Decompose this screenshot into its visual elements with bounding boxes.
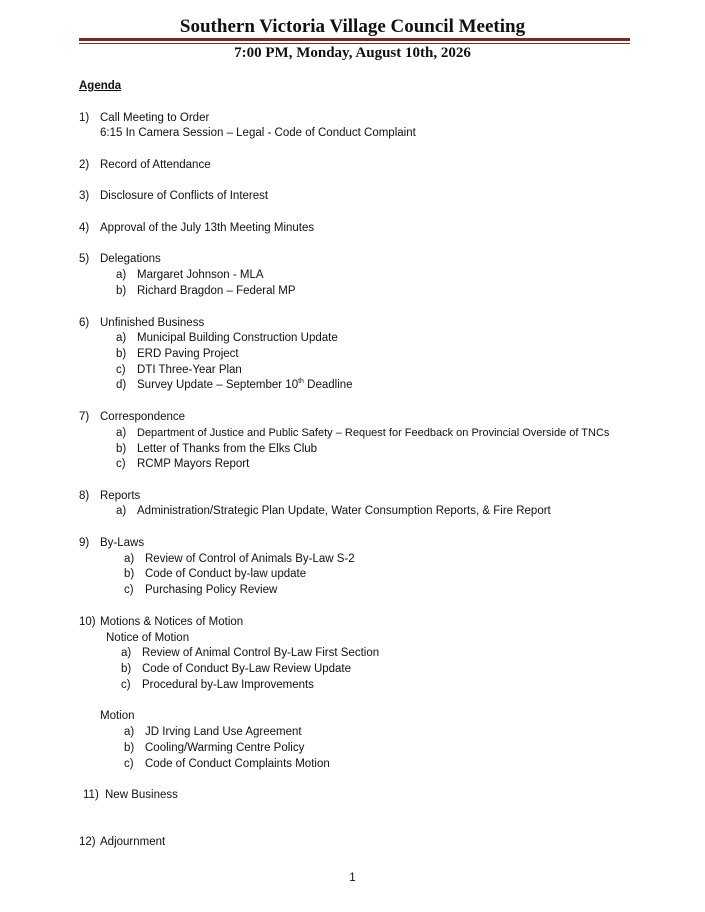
ordinal-suffix: th — [298, 378, 304, 386]
item-number: 2) — [79, 159, 90, 171]
item-number: 7) — [79, 411, 90, 423]
header-rule-thick — [79, 38, 630, 41]
sub-item-letter: c) — [116, 458, 126, 470]
sub-item-text: Code of Conduct by-law update — [145, 568, 307, 580]
sub-item-text: Review of Animal Control By-Law First Section — [142, 647, 380, 659]
sub-item-letter: a) — [124, 726, 135, 738]
item-text: Adjournment — [100, 836, 166, 848]
item-text: Reports — [100, 490, 141, 502]
sub-item-text: Review of Control of Animals By-Law S-2 — [145, 553, 355, 565]
in-camera-note: 6:15 In Camera Session – Legal - Code of Conduct Complaint — [100, 127, 416, 139]
item-number: 9) — [79, 537, 90, 549]
meeting-title: Southern Victoria Village Council Meeting — [179, 16, 526, 37]
item-text: Call Meeting to Order — [100, 112, 210, 124]
sub-item-text: Code of Conduct By-Law Review Update — [142, 663, 352, 675]
item-number: 10) — [79, 616, 96, 628]
sub-item-letter: a) — [116, 505, 127, 517]
item-text: Motions & Notices of Motion — [100, 616, 244, 628]
item-number: 3) — [79, 190, 90, 202]
header-rule-thin — [79, 43, 630, 44]
sub-item-letter: b) — [116, 443, 127, 455]
item-text: Unfinished Business — [100, 317, 205, 329]
sub-item-text: Cooling/Warming Centre Policy — [145, 742, 305, 754]
sub-item-letter: b) — [116, 348, 127, 360]
sub-item-letter: a) — [121, 647, 132, 659]
sub-item-text: RCMP Mayors Report — [137, 458, 250, 470]
notice-of-motion-heading: Notice of Motion — [106, 632, 190, 644]
sub-item-letter: a) — [116, 332, 127, 344]
item-number: 12) — [79, 836, 96, 848]
sub-item-letter: c) — [121, 679, 131, 691]
item-text: Approval of the July 13th Meeting Minutes — [100, 222, 315, 234]
sub-item-letter: c) — [124, 584, 134, 596]
sub-item-text: Margaret Johnson - MLA — [137, 269, 264, 281]
sub-item-text — [137, 378, 353, 392]
page-number: 1 — [349, 872, 356, 884]
sub-item-text: Department of Justice and Public Safety – Request for Feedback on Provincial Overside of TNCs — [137, 427, 610, 439]
sub-item-letter: b) — [116, 285, 127, 297]
item-number: 4) — [79, 222, 90, 234]
sub-item-text: Procedural by-Law Improvements — [142, 679, 314, 691]
item-number: 6) — [79, 317, 90, 329]
sub-item-text: Richard Bragdon – Federal MP — [137, 285, 296, 297]
item-text: Record of Attendance — [100, 159, 211, 171]
survey-text: Survey Update – September 10 — [137, 379, 299, 391]
sub-item-text: DTI Three-Year Plan — [137, 364, 242, 376]
sub-item-text: JD Irving Land Use Agreement — [145, 726, 302, 738]
sub-item-text: Municipal Building Construction Update — [137, 332, 338, 344]
sub-item-letter: b) — [121, 663, 132, 675]
item-number: 5) — [79, 253, 90, 265]
sub-item-text: Code of Conduct Complaints Motion — [145, 758, 330, 770]
agenda-heading: Agenda — [79, 80, 122, 92]
sub-item-letter: a) — [124, 553, 135, 565]
meeting-datetime: 7:00 PM, Monday, August 10th, 2026 — [234, 45, 471, 61]
sub-item-letter: b) — [124, 568, 135, 580]
item-text: Disclosure of Conflicts of Interest — [100, 190, 269, 202]
sub-item-letter: c) — [124, 758, 134, 770]
item-text: Correspondence — [100, 411, 186, 423]
item-number: 1) — [79, 112, 90, 124]
item-text: By-Laws — [100, 537, 145, 549]
sub-item-text: Purchasing Policy Review — [145, 584, 278, 596]
sub-item-letter: d) — [116, 379, 127, 391]
item-text: New Business — [105, 789, 178, 801]
sub-item-text: Letter of Thanks from the Elks Club — [137, 443, 318, 455]
sub-item-text: Administration/Strategic Plan Update, Water Consumption Reports, & Fire Report — [137, 505, 551, 517]
sub-item-letter: a) — [116, 427, 127, 439]
item-number: 11) — [83, 789, 99, 801]
item-number: 8) — [79, 490, 90, 502]
sub-item-letter: a) — [116, 269, 127, 281]
sub-item-letter: b) — [124, 742, 135, 754]
survey-text-tail: Deadline — [303, 379, 353, 391]
item-text: Delegations — [100, 253, 161, 265]
sub-item-letter: c) — [116, 364, 126, 376]
motion-heading: Motion — [100, 710, 135, 722]
sub-item-text: ERD Paving Project — [137, 348, 239, 360]
